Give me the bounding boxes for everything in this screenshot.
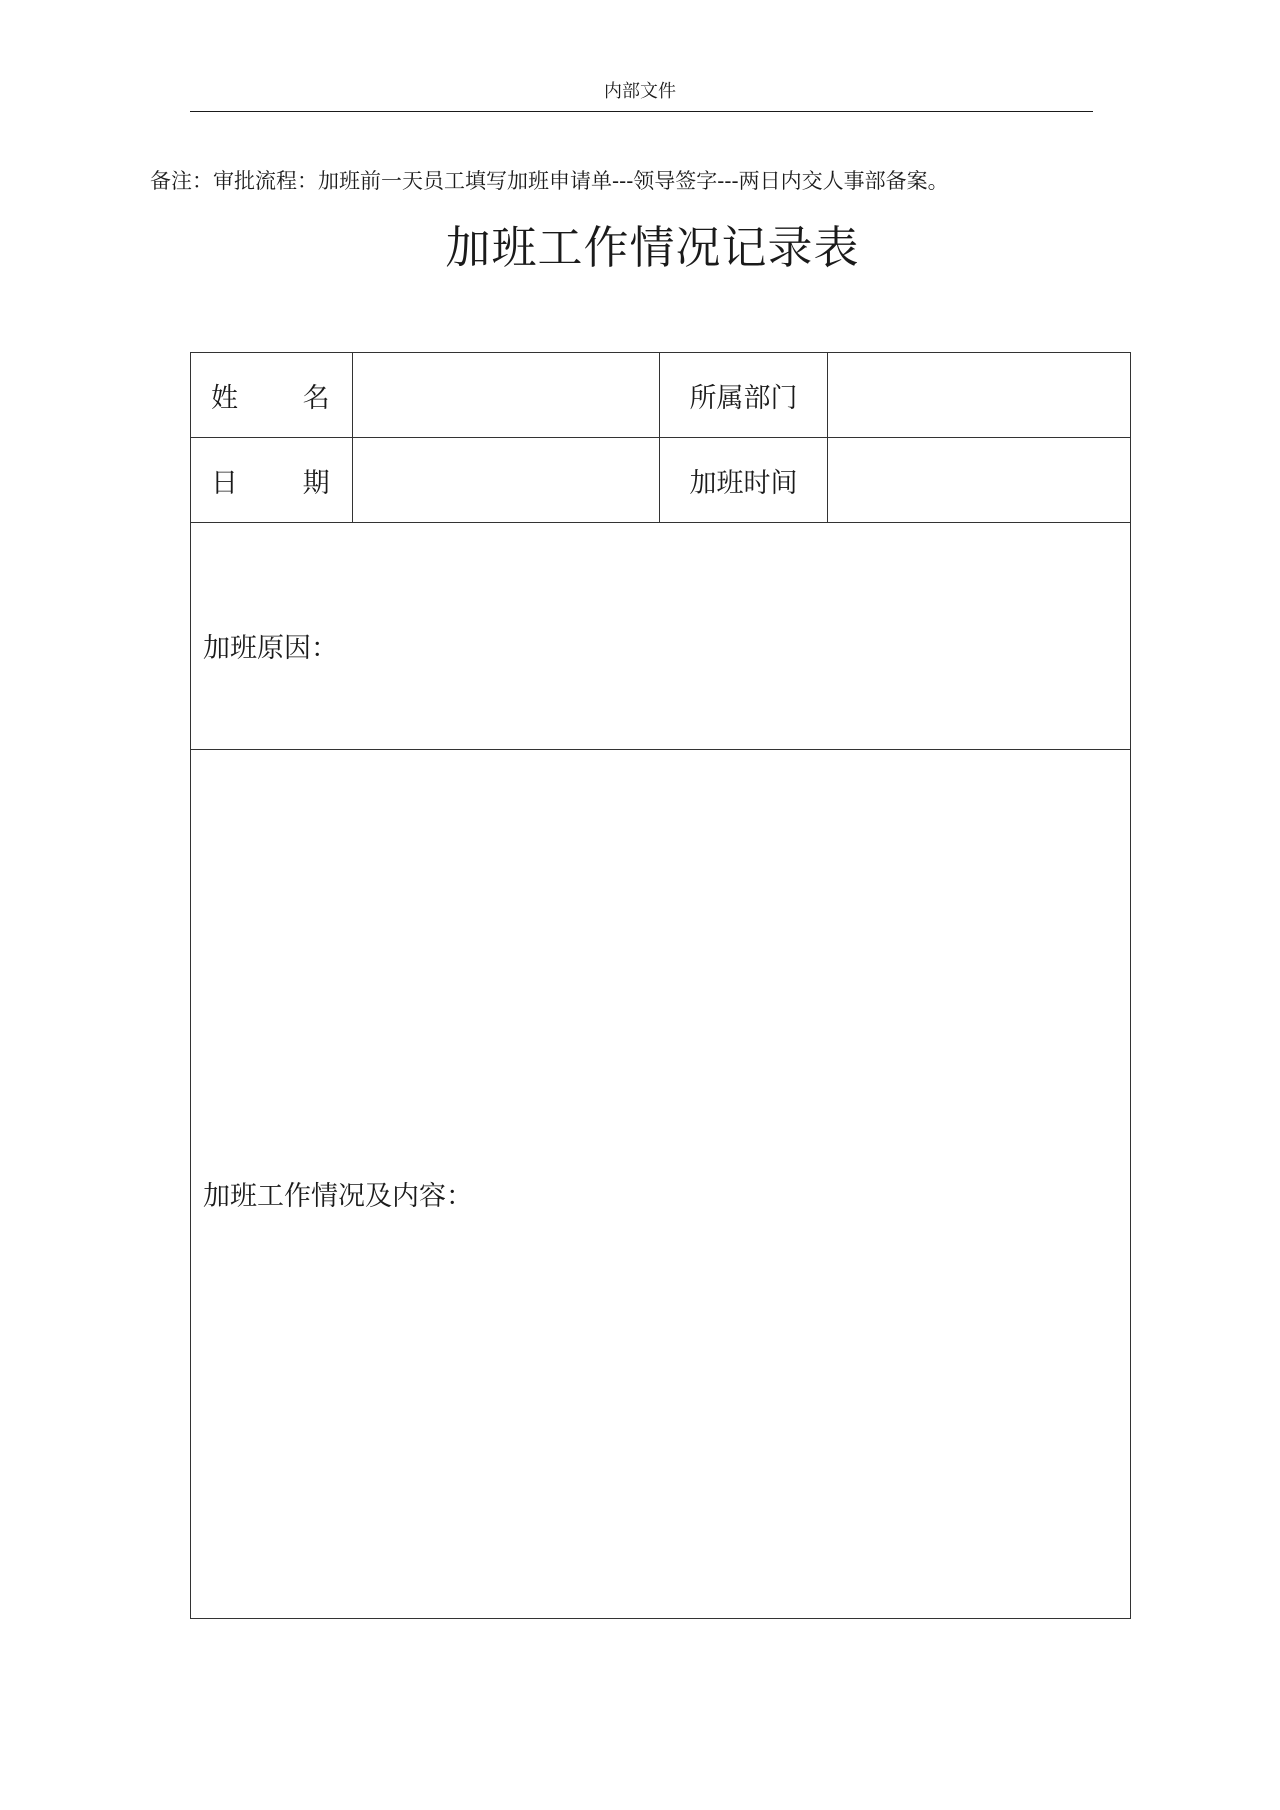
page-title: 加班工作情况记录表	[445, 221, 860, 274]
department-field[interactable]	[828, 353, 1131, 438]
date-field[interactable]	[353, 438, 660, 523]
form-row-date	[191, 438, 1131, 523]
date-label: 日 期	[191, 438, 353, 523]
header-divider	[190, 111, 1093, 112]
approval-note: 备注：审批流程：加班前一天员工填写加班申请单---领导签字---两日内交人事部备案。	[150, 169, 949, 193]
reason-field[interactable]	[191, 523, 1131, 750]
document-header-label: 内部文件	[604, 81, 676, 102]
overtime-time-label: 加班时间	[660, 438, 828, 523]
content-field[interactable]	[191, 750, 1131, 1619]
department-label: 所属部门	[660, 353, 828, 438]
reason-label: 加班原因：	[203, 632, 338, 664]
content-label: 加班工作情况及内容：	[203, 1180, 473, 1212]
form-row-content	[191, 750, 1131, 1619]
overtime-time-field[interactable]	[828, 438, 1131, 523]
overtime-record-form	[190, 352, 1131, 1619]
form-row-name	[191, 353, 1131, 438]
name-label: 姓 名	[191, 353, 353, 438]
form-row-reason	[191, 523, 1131, 750]
name-field[interactable]	[353, 353, 660, 438]
